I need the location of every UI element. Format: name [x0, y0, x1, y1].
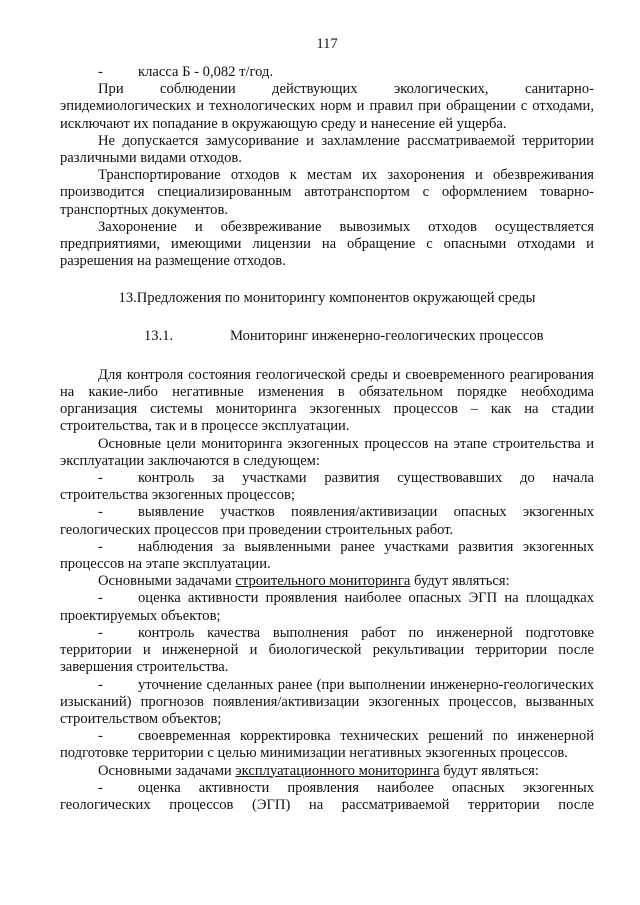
underlined-term: строительного мониторинга [235, 573, 411, 590]
list-item: - своевременная корректировка технических решений по инженерной подготовке территории с целью минимизации негативных экзогенных процессов. [60, 728, 594, 762]
subsection-heading [60, 328, 594, 345]
paragraph: Основные цели мониторинга экзогенных процессов на этапе строительства и эксплуатации заключаются в следующем: [60, 435, 594, 469]
document-body [60, 64, 594, 814]
list-item: - наблюдения за выявленными ранее участками развития экзогенных процессов на этапе эксплуатации. [60, 538, 594, 573]
paragraph: Основными задачами строительного мониторинга будут являться: [98, 573, 510, 590]
list-item: - класса Б - 0,082 т/год. [60, 64, 594, 81]
paragraph: Транспортирование отходов к местам их захоронения и обезвреживания производится специализированным автотранспортом с оформлением товарно-транспортных документов. [60, 167, 594, 218]
list-item: - оценка активности проявления наиболее опасных экзогенных геологических процессов (ЭГП) на рассматриваемой территории после [60, 779, 594, 813]
paragraph: Не допускается замусоривание и захламление рассматриваемой территории различными видами отходов. [60, 132, 594, 167]
list-item: - контроль за участками развития существовавших до начала строительства экзогенных процессов; [60, 470, 594, 504]
paragraph: При соблюдении действующих экологических, санитарно-эпидемиологических и технологических норм и правил при обращении с отходами, исключают их попадание в окружающую среду и нанесение ей ущерба. [60, 81, 594, 132]
list-dash: - [98, 64, 103, 80]
list-item: - уточнение сделанных ранее (при выполнении инженерно-геологических изысканий) прогнозов появления/активизации экзогенных процессов, вызванных строительством объектов; [60, 676, 594, 727]
list-item: - выявление участков появления/активизации опасных экзогенных геологических процессов при проведении строительных работ. [60, 504, 594, 538]
paragraph: Захоронение и обезвреживание вывозимых отходов осуществляется предприятиями, имеющими лицензии на обращение с опасными отходами и разрешения на размещение отходов. [60, 218, 594, 270]
list-item: - контроль качества выполнения работ по инженерной подготовке территории и инженерной и биологической рекультивации территории после завершения строительства. [60, 624, 594, 676]
subsection-title: Мониторинг инженерно-геологических процессов [230, 327, 544, 344]
paragraph: Основными задачами эксплуатационного мониторинга будут являться: [98, 762, 539, 779]
paragraph: Для контроля состояния геологической среды и своевременного реагирования на какие-либо негативные изменения в обязательном порядке необходима организация системы мониторинга экзогенных процессов – как на стадии строительства, так и в процессе эксплуатации. [60, 366, 594, 435]
section-heading: 13.Предложения по мониторингу компонентов окружающей среды [118, 290, 536, 307]
subsection-number: 13.1. [144, 327, 174, 344]
underlined-term: эксплуатационного мониторинга [235, 762, 440, 779]
page-number: 117 [316, 36, 338, 52]
list-item: - оценка активности проявления наиболее опасных ЭГП на площадках проектируемых объектов; [60, 590, 594, 624]
